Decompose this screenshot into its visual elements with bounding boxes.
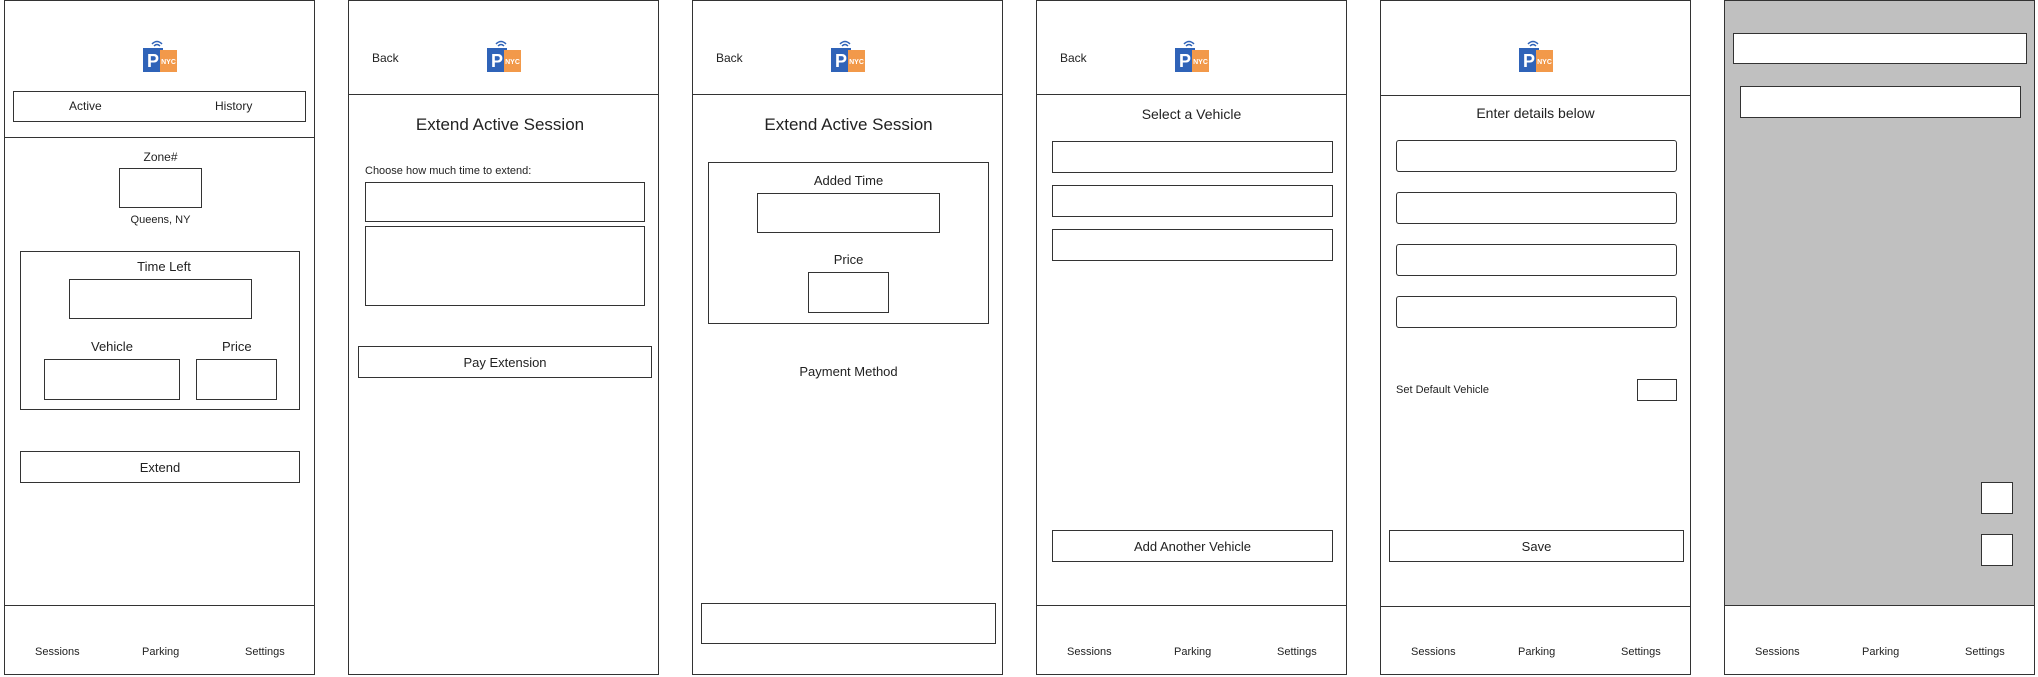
zone-number-field	[119, 168, 202, 208]
vehicle-field	[44, 359, 180, 400]
bottom-nav-divider	[5, 605, 314, 606]
price-label: Price	[833, 252, 864, 267]
time-left-field	[69, 279, 252, 319]
vehicle-label: Vehicle	[91, 339, 133, 354]
vehicle-detail-input[interactable]	[1396, 140, 1677, 172]
nav-parking[interactable]: Parking	[142, 646, 180, 658]
screen-vehicle-details	[1380, 0, 1691, 675]
extend-time-select[interactable]	[365, 182, 645, 222]
svg-text:P: P	[490, 51, 504, 71]
nav-sessions[interactable]: Sessions	[1411, 646, 1456, 658]
pay-extension-button[interactable]: Pay Extension	[358, 346, 652, 378]
price-label: Price	[222, 339, 252, 354]
page-title: Extend Active Session	[764, 115, 933, 134]
vehicle-detail-input[interactable]	[1396, 244, 1677, 276]
screen-extend-choose-time	[348, 0, 659, 675]
price-field	[196, 359, 277, 400]
add-vehicle-button[interactable]: Add Another Vehicle	[1052, 530, 1333, 562]
screen-gray-overlay	[1724, 0, 2035, 675]
header-divider	[1037, 94, 1346, 95]
overlay-input[interactable]	[1733, 33, 2027, 64]
vehicle-option[interactable]	[1052, 229, 1333, 261]
price-field	[808, 272, 889, 313]
bottom-nav-divider	[1381, 606, 1690, 607]
nav-parking[interactable]: Parking	[1518, 646, 1556, 658]
svg-text:P: P	[1178, 51, 1192, 71]
vehicle-option[interactable]	[1052, 185, 1333, 217]
page-title: Select a Vehicle	[1141, 106, 1242, 122]
location-text: Queens, NY	[130, 214, 191, 226]
svg-text:NYC: NYC	[505, 59, 520, 66]
time-left-label: Time Left	[137, 259, 191, 274]
extend-time-options[interactable]	[365, 226, 645, 306]
payment-method-field[interactable]	[701, 603, 996, 644]
nav-settings[interactable]: Settings	[1621, 646, 1661, 658]
overlay-square-button[interactable]	[1981, 482, 2013, 514]
svg-text:NYC: NYC	[849, 59, 864, 66]
nav-sessions[interactable]: Sessions	[1067, 646, 1112, 658]
extend-prompt: Choose how much time to extend:	[365, 165, 532, 177]
added-time-label: Added Time	[813, 173, 884, 188]
bottom-nav-divider	[1037, 605, 1346, 606]
vehicle-detail-input[interactable]	[1396, 192, 1677, 224]
zone-label: Zone#	[143, 150, 178, 164]
default-vehicle-checkbox[interactable]	[1637, 379, 1677, 401]
tab-history[interactable]: History	[215, 99, 253, 113]
header-divider	[693, 94, 1002, 95]
overlay-square-button[interactable]	[1981, 534, 2013, 566]
svg-text:P: P	[146, 51, 160, 71]
overlay-input[interactable]	[1740, 86, 2021, 118]
header-divider	[1381, 95, 1690, 96]
screen-extend-confirm	[692, 0, 1003, 675]
back-button[interactable]: Back	[1060, 51, 1087, 65]
nav-settings[interactable]: Settings	[245, 646, 285, 658]
svg-text:NYC: NYC	[1537, 59, 1552, 66]
park-nyc-logo-icon	[1172, 38, 1212, 78]
nav-sessions[interactable]: Sessions	[1755, 646, 1800, 658]
added-time-field	[757, 193, 940, 233]
save-button[interactable]: Save	[1389, 530, 1684, 562]
svg-text:P: P	[834, 51, 848, 71]
vehicle-option[interactable]	[1052, 141, 1333, 173]
session-tabs	[13, 91, 306, 122]
svg-text:NYC: NYC	[161, 59, 176, 66]
bottom-nav-bar	[1725, 606, 2034, 674]
back-button[interactable]: Back	[716, 51, 743, 65]
header-divider	[349, 94, 658, 95]
svg-text:P: P	[1522, 51, 1536, 71]
nav-parking[interactable]: Parking	[1862, 646, 1900, 658]
tab-active[interactable]: Active	[69, 99, 102, 113]
park-nyc-logo-icon	[828, 38, 868, 78]
nav-parking[interactable]: Parking	[1174, 646, 1212, 658]
header-divider	[5, 137, 314, 138]
extend-button[interactable]: Extend	[20, 451, 300, 483]
nav-settings[interactable]: Settings	[1965, 646, 2005, 658]
park-nyc-logo-icon	[484, 38, 524, 78]
nav-sessions[interactable]: Sessions	[35, 646, 80, 658]
park-nyc-logo-icon	[1516, 38, 1556, 78]
nav-settings[interactable]: Settings	[1277, 646, 1317, 658]
default-vehicle-label: Set Default Vehicle	[1396, 384, 1489, 396]
page-title: Enter details below	[1476, 105, 1595, 121]
screen-active-sessions	[4, 0, 315, 675]
svg-text:NYC: NYC	[1193, 59, 1208, 66]
screen-select-vehicle	[1036, 0, 1347, 675]
payment-method-label: Payment Method	[799, 364, 898, 379]
back-button[interactable]: Back	[372, 51, 399, 65]
park-nyc-logo-icon	[140, 38, 180, 78]
page-title: Extend Active Session	[415, 115, 585, 134]
vehicle-detail-input[interactable]	[1396, 296, 1677, 328]
